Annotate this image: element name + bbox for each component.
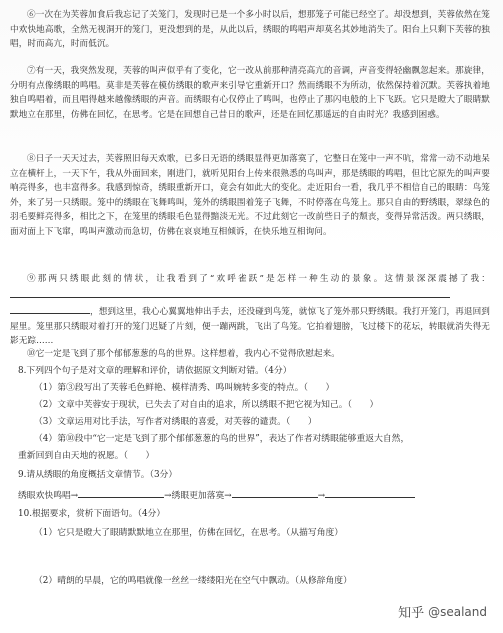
question-9-blank-2[interactable] — [232, 487, 318, 498]
question-9-title: 9.请从绣眼的角度概括文章情节。（3分） — [18, 470, 178, 480]
question-8-item-4-line1: （4）第⑩段中“它一定是飞到了那个郁郁葱葱的鸟的世界”，表达了作者对绣眼能够重返大自然， — [34, 434, 410, 444]
question-9-start: 绣眼欢快鸣唱→ — [18, 491, 79, 501]
paragraph-8: ⑧日子一天天过去，芙蓉照旧每天欢歌，已多日无语的绣眼显得更加落寞了，它整日在笼中一声不吭，常常一动不动地呆立在横杆上，一天下午，我从外面回来，刚进门，就听见阳台上传来很熟悉的鸟叫声，那是绣眼的鸣唱，但比它原先的叫声要响亮得多，也丰富得多。我感到惊奇，绣眼重新开口，竟会有如此大的变化。走近阳台一看，我几乎不相信自己的眼睛：鸟笼外，来了另一只绣眼。笼中的绣眼在飞舞鸣叫，笼外的绣眼围着笼子飞舞，不时停落在鸟笼上。那只自由的野绣眼，翠绿色的羽毛要鲜亮得多，相比之下，在笼里的绣眼毛色显得黯淡无光。不过此刻它一改前些日子的颓丧，变得异常活泼。两只绣眼，面对面上下飞窜，鸣叫声激动而急切，仿佛在哀哀地互相倾诉，在快乐地互相询问。 — [10, 154, 490, 237]
question-9-arrow: → — [317, 491, 326, 501]
paragraph-9-before: ⑨那两只绣眼此刻的情状，让我看到了“欢呼雀跃”是怎样一种生动的景象。这情景深深震撼了我： — [27, 274, 490, 284]
question-9-blank-1[interactable] — [78, 487, 164, 498]
paragraph-6: ⑥一次在为芙蓉加食后我忘记了关笼门，发现时已是一个多小时以后，想那笼子可能已经空了。却没想到，芙蓉依然在笼中欢快地高歌，全然无视洞开的笼门，更没想到的是，从此以后，绣眼的鸣唱声却莫名其妙地消失了。阳台上只剩下芙蓉的独唱，时而高亢，时而低沉。 — [10, 10, 490, 50]
question-10-title: 10.根据要求，赏析下面语句。（4分） — [18, 509, 166, 519]
question-10-item-1: （1）它只是瞪大了眼睛默默地立在那里，仿佛在回忆，在思考。（从描写角度） — [34, 528, 344, 538]
question-8-item-1: （1）第③段写出了芙蓉毛色鲜艳、模样清秀、鸣叫婉转多变的特点。（ ） — [34, 383, 335, 393]
watermark-handle: @sealand — [428, 604, 487, 619]
paragraph-9-blank-a — [10, 287, 450, 298]
paragraph-10: ⑩它一定是飞到了那个郁郁葱葱的鸟的世界。这样想着，我内心不觉得欣慰起来。 — [27, 349, 340, 359]
question-8-item-4-line2: 重新回到自由天地的祝愿。（ ） — [18, 451, 155, 461]
paragraph-9-after: ，想到这里，我心心翼翼地伸出手去，还没碰到鸟笼，就惊飞了笼外那只野绣眼。我打开笼门，再退回到屋里。笼里那只绣眼对着打开的笼门迟疑了片刻，便一蹦两跳，飞出了鸟笼。它拍着翅膀，飞过楼下的花坛，转眼就消失得无影无踪…… — [10, 307, 490, 347]
question-8-item-2: （2）文章中芙蓉安于现状，已失去了对自由的追求，所以绣眼不把它视为知己。（ ） — [34, 400, 379, 410]
question-8-item-3: （3）文章运用对比手法，写作者对绣眼的喜爱，对芙蓉的谴责。（ ） — [34, 417, 317, 427]
paragraph-7: ⑦有一天，我突然发现，芙蓉的叫声似乎有了变化，它一改从前那种清亮高亢的音调，声音变得轻幽飘忽起来。那旋律，分明有点像绣眼的鸣唱。莫非是芙蓉在模仿绣眼的歌声来引导它重新开口？然而绣眼不为所动，依然保持着沉默。芙蓉执着地独自鸣唱着，而且唱得越来越像绣眼的声音。而绣眼有心仅停止了鸣叫，也停止了那闪电般的上下飞跃。它只是瞪大了眼睛默默地立在那里，仿佛在回忆，在思考。它是在回想自己昔日的歌声，还是在回忆那遥远的自由时光？我感到困惑。 — [10, 66, 490, 120]
zhihu-watermark — [398, 602, 487, 621]
question-8-title: 8.下列四个句子是对文章的理解和评价，请依据原文判断对错。（4分） — [18, 366, 292, 376]
question-9-plot-chain — [18, 487, 488, 504]
question-9-mid: →绣眼更加落寞→ — [164, 491, 232, 501]
paragraph-9-blank-b — [10, 303, 90, 314]
zhihu-logo: 知乎 — [398, 606, 425, 621]
question-9-blank-3[interactable] — [325, 487, 415, 498]
paragraph-9 — [10, 272, 490, 349]
question-10-item-2: （2）晴朗的早晨，它的鸣唱就像一丝丝一缕缕阳光在空气中飘动。（从修辞角度） — [34, 576, 352, 586]
